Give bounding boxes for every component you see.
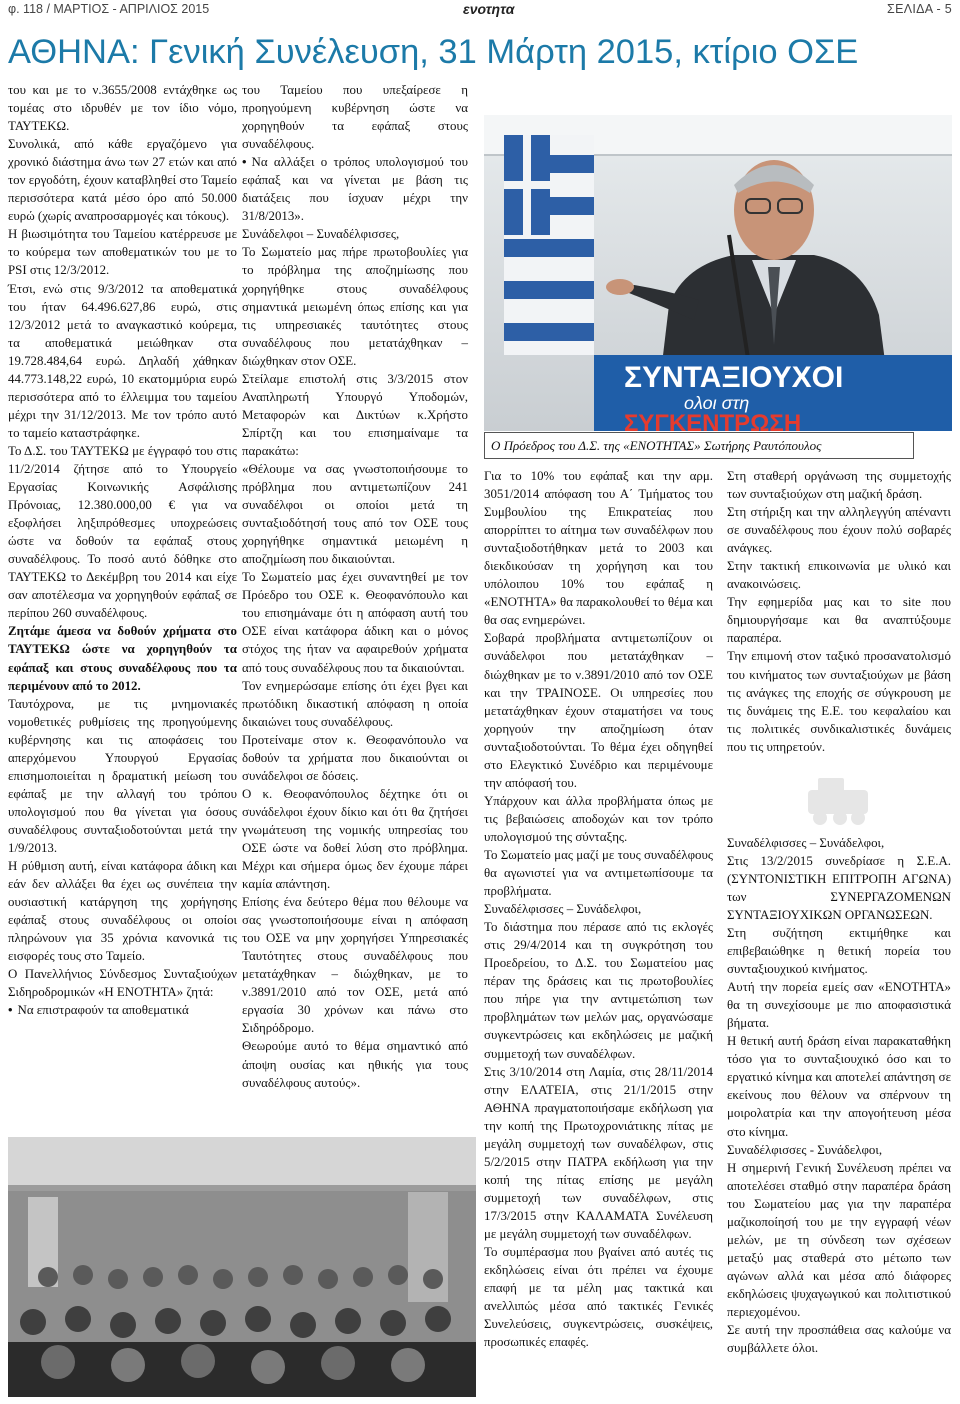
paragraph: Η βιωσιμότητα του Ταμείου κατέρρευσε με το κούρεμα των αποθεματικών του με το PSI στις 12/3/2012. bbox=[8, 227, 237, 278]
paragraph: Θεωρούμε αυτό το θέμα σημαντικό από άποψη ουσίας και ηθικής για τους συναδέλφους αυτούς». bbox=[242, 1039, 468, 1090]
text-column-3 bbox=[484, 467, 713, 1351]
paragraph: Το Σωματείο μας πήρε πρωτοβουλίες για το πρόβλημα της αποζημίωσης που χορηγήθηκε στους συναδέλφους σημαντικά μειωμένη όπως επίσης και για τις υπηρεσιακές ταυτότητες στους συναδέλφους που μετατάχθηκαν – διώχθηκαν στον ΟΣΕ. bbox=[242, 245, 468, 368]
bullet-icon: • bbox=[242, 155, 247, 170]
bullet-icon: • bbox=[8, 1003, 13, 1018]
text-column-4 bbox=[727, 467, 951, 1357]
paragraph: Έτσι, ενώ στις 9/3/2012 τα αποθεματικά του ήταν 64.496.627,86 ευρώ, στις 12/3/2012 μετά το αναγκαστικό κούρεμα, τα αποθεματικά μειώθηκαν στα 19.728.484,64 ευρώ. Δηλαδή χάθηκαν 44.773.148,22 ευρώ, 10 εκατομμύρια ευρώ περισσότερα από το έλλειμμα του ταμείου μέχρι την 31/12/2013. Με τον τρόπο αυτό το ταμείο καταστράφηκε. bbox=[8, 281, 237, 440]
article-title: ΑΘΗΝΑ: Γενική Συνέλευση, 31 Μάρτη 2015, κτίριο ΟΣΕ bbox=[8, 33, 859, 71]
paragraph: Συναδέλφισσες – Συνάδελφοι, bbox=[484, 902, 642, 917]
paragraph: Σε αυτή την προσπάθεια σας καλούμε να συμβάλλετε όλοι. bbox=[727, 1323, 951, 1356]
section-gap bbox=[727, 756, 951, 772]
text-column-2 bbox=[242, 81, 468, 1092]
issue-info: φ. 118 / ΜΑΡΤΙΟΣ - ΑΠΡΙΛΙΟΣ 2015 bbox=[8, 2, 210, 16]
banner-text-2: ολοι στη bbox=[684, 393, 750, 413]
paragraph: «Θέλουμε να σας γνωστοποιήσουμε το πρόβλημα που αντιμετωπίζουν 241 συναδέλφοι οι οποίοι μετά τη συνταξιοδότησή τους από τον ΟΣΕ τους χορηγήθηκε σημαντικά μειωμένη η αποζημίωση που δικαιούνται. bbox=[242, 461, 468, 567]
paragraph: Συναδέλφισσες – Συνάδελφοι, bbox=[727, 835, 885, 850]
paragraph: Για το 10% του εφάπαξ και την αρμ. 3051/2014 απόφαση του Α΄ Τμήματος του Συμβουλίου της Επικρατείας που απορρίπτει το αίτημα των συναδέλφων που συνταξιοδοτήθηκαν μετά το 2003 και διεκδικούσαν τη χορήγηση και του υπόλοιπου 10% του εφάπαξ η «ΕΝΟΤΗΤΑ» θα παρακολουθεί το θέμα και θα σας ενημερώνει. bbox=[484, 469, 713, 628]
paragraph: Η θετική αυτή δράση είναι παρακαταθήκη τόσο για το συνταξιουχικό όσο και το εργατικό κίνημα και αποτελεί απάντηση σε εκείνους που θέλουν να σπέρνουν τη μοιρολατρία και την απογοήτευση μέσα στο κίνημα. bbox=[727, 1034, 951, 1139]
paragraph: Συναδέλφισσες - Συνάδελφοι, bbox=[727, 1142, 883, 1157]
paragraph: Στις 13/2/2015 συνεδρίασε η Σ.Ε.Α. (ΣΥΝΤΟΝΙΣΤΙΚΗ ΕΠΙΤΡΟΠΗ ΑΓΩΝΑ) των ΣΥΝΕΡΓΑΖΟΜΕΝΩΝ ΣΥΝΤΑΞΙΟΥΧΙΚΩΝ ΟΡΓΑΝΩΣΕΩΝ. bbox=[727, 853, 951, 922]
paragraph: Ο Πανελλήνιος Σύνδεσμος Συνταξιούχων Σιδηροδρομικών «Η ΕΝΟΤΗΤΑ» ζητά: bbox=[8, 967, 237, 1000]
paragraph: Την επιμονή στον ταξικό προσανατολισμό του κινήματος των συνταξιούχων με βάση τις ανάγκες της εποχής σε σύγκρουση με τις δυνάμεις της Ε.Ε. του κεφαλαίου και τις πολιτικές συνδικαλιστικές δυνάμεις που τις υπηρετούν. bbox=[727, 649, 951, 754]
paragraph: Στη σταθερή οργάνωση της συμμετοχής των συνταξιούχων στη μαζική δράση. bbox=[727, 469, 951, 502]
paragraph: Το Σωματείο μας έχει συναντηθεί με τον Πρόεδρο του ΟΣΕ κ. Θεοφανόπουλο και του επισημάναμε ότι η απόφαση αυτή του ΟΣΕ είναι κατάφορα άδικη και ο μόνος στόχος της ήταν να αφαιρεθούν χρήματα από τους συναδέλφους που τα δικαιούνται. bbox=[242, 570, 468, 675]
bullet-text: Να επιστραφούν τα αποθεματικά bbox=[17, 1003, 189, 1018]
text-column-1 bbox=[8, 81, 237, 1019]
banner-text-3: ΣΥΓΚΕΝΤΡΩΣΗ bbox=[624, 410, 802, 431]
page-number: ΣΕΛΙΔΑ - 5 bbox=[887, 2, 952, 16]
photo-caption: Ο Πρόεδρος του Δ.Σ. της «ΕΝΟΤΗΤΑΣ» Σωτήρης Ραυτόπουλος bbox=[484, 432, 914, 459]
train-watermark-icon bbox=[804, 770, 874, 830]
paragraph: Υπάρχουν και άλλα προβλήματα όπως με τις βεβαιώσεις αποδοχών και τον τρόπο υπολογισμού της σύνταξης. bbox=[484, 793, 713, 844]
paragraph: Η ρύθμιση αυτή, είναι κατάφορα άδικη και εάν δεν αλλάξει θα έχει ως συνέπεια την ουσιαστική κατάργηση της χορήγησης εφάπαξ στους συναδέλφους οι οποίοι πληρώνουν για 35 χρόνια κανονικά τις εισφορές τους στο Ταμείο. bbox=[8, 859, 237, 964]
paragraph: Η σημερινή Γενική Συνέλευση πρέπει να αποτελέσει σταθμό στην παραπέρα δράση του Σωματείου μας για την παραπέρα μαζικοποίησή του με την εγγραφή νέων μελών, με τη σύνδεση των σχέσεων μεταξύ μας σταθερά στο μέτωπο των αγώνων αλλά και μέσα από διάφορες εκδηλώσεις ψυχαγωγικού και πολιτιστικού περιεχομένου. bbox=[727, 1160, 951, 1319]
paragraph: Την εφημερίδα μας και το site που δημιουργήσαμε και θα αναπτύξουμε παραπέρα. bbox=[727, 595, 951, 646]
paragraph: Το διάστημα που πέρασε από τις εκλογές στις 29/4/2014 και τη συγκρότηση του Προεδρείου, το Δ.Σ. του Σωματείου μας πέραν της δράσεις και τις πρωτοβουλίες που πήρε για την αντιμετώπιση των προβλημάτων των μελών μας, οργανώσαμε συγκεντρώσεις και εκδηλώσεις με μαζική συμμετοχή των συναδέλφων. bbox=[484, 920, 713, 1061]
paragraph: Προτείναμε στον κ. Θεοφανόπουλο να δοθούν τα χρήματα που δικαιούνται οι συνάδελφοι σε δόσεις. bbox=[242, 732, 468, 783]
paragraph: του Ταμείου που υπεξαίρεσε η προηγούμενη κυβέρνηση ώστε να χορηγηθούν τα εφάπαξ στους συναδέλφους. bbox=[242, 83, 468, 152]
paragraph: Ο κ. Θεοφανόπουλος δέχτηκε ότι οι συνάδελφοι έχουν δίκιο και ότι θα ζητήσει γνωμάτευση της νομικής υπηρεσίας του ΟΣΕ ώστε να δοθεί λύση στο πρόβλημα. Μέχρι και σήμερα όμως δεν έχουμε πάρει καμία απάντηση. bbox=[242, 786, 468, 892]
paragraph: Αυτή την πορεία εμείς σαν «ΕΝΟΤΗΤΑ» θα τη συνεχίσουμε με πιο αποφασιστικά βήματα. bbox=[727, 980, 951, 1031]
audience-photo bbox=[8, 1137, 476, 1397]
paragraph: Συνολικά, από κάθε εργαζόμενο για χρονικό διάστημα άνω των 27 ετών και από τον εργοδότη, έχουν καταβληθεί στο Ταμείο περισσότερα κατά μέσο όρο από 50.000 ευρώ (χωρίς αναπροσαρμογές και τόκους). bbox=[8, 137, 237, 224]
paragraph: Τον ενημερώσαμε επίσης ότι έχει βγει και πρωτόδικη δικαστική απόφαση η οποία δικαιώνει τους συναδέλφους. bbox=[242, 678, 468, 729]
paragraph: Ταυτόχρονα, με τις μνημονιακές νομοθετικές ρυθμίσεις της προηγούμενης κυβέρνησης και τις αποφάσεις του απερχόμενου Υπουργού Εργασίας επισημοποιείται η δραματική μείωση του εφάπαξ με την αλλαγή του τρόπου υπολογισμού που θα γίνεται για όσους συναδέλφους συνταξιοδοτούνται μετά την 1/9/2013. bbox=[8, 696, 237, 855]
page-header bbox=[8, 0, 952, 20]
paragraph: Επίσης ένα δεύτερο θέμα που θέλουμε να σας γνωστοποιήσουμε είναι η απόφαση του ΟΣΕ να μην χορηγήσει Υπηρεσιακές Ταυτότητες στους συναδέλφους που μετατάχθηκαν – διώχθηκαν, με το ν.3891/2010 από τον ΟΣΕ, μετά από εργασία 30 χρόνων και πάνω στο Σιδηρόδρομο. bbox=[242, 895, 468, 1036]
paragraph: Συνάδελφοι – Συναδέλφισσες, bbox=[242, 227, 400, 242]
banner-text-1: ΣΥΝΤΑΞΙΟΥΧΟΙ bbox=[624, 361, 844, 394]
paragraph: Το συμπέρασμα που βγαίνει από αυτές τις εκδηλώσεις είναι ότι πρέπει να έχουμε επαφή με τα μέλη μας τακτικά και ανελλιπώς μέσα από τακτικές Γενικές Συνελεύσεις, συγκεντρώσεις, συσκέψεις, προσωπικές επαφές. bbox=[484, 1245, 713, 1350]
paragraph: Στην τακτική επικοινωνία με υλικό και ανακοινώσεις. bbox=[727, 559, 951, 592]
paragraph: Το Δ.Σ. του ΤΑΥΤΕΚΩ με έγγραφό του στις 11/2/2014 ζήτησε από το Υπουργείο Εργασίας Κοινωνικής Ασφάλισης Πρόνοιας, 12.380.000,00 € για να εξοφλήσει ληξιπρόθεσμες υποχρεώσεις ώστε να δοθούν τα εφάπαξ στους συναδέλφους. Το ποσό αυτό δόθηκε στο ΤΑΥΤΕΚΩ το Δεκέμβρη του 2014 και είχε σαν αποτέλεσμα να χορηγηθούν εφάπαξ σε περίπου 260 συναδέλφους. bbox=[8, 443, 237, 621]
paragraph: Στείλαμε επιστολή στις 3/3/2015 στον Αναπληρωτή Υπουργό Υποδομών, Μεταφορών και Δικτύων κ.Χρήστο Σπίρτζη και του επισημαίναμε τα παρακάτω: bbox=[242, 371, 468, 458]
paragraph: Στη συζήτηση εκτιμήθηκε και επιβεβαιώθηκε η θετική πορεία του συνταξιουχικού κινήματος. bbox=[727, 925, 951, 977]
bold-demand: Ζητάμε άμεσα να δοθούν χρήματα στο ΤΑΥΤΕΚΩ ώστε να χορηγηθούν τα εφάπαξ και στους συναδέλφους που τα περιμένουν από το 2012. bbox=[8, 624, 237, 693]
speaker-photo bbox=[484, 115, 952, 431]
paragraph: Σοβαρά προβλήματα αντιμετωπίζουν οι συνάδελφοι που μετατάχθηκαν – διώχθηκαν με το ν.3891/2010 από τον ΟΣΕ και την ΤΡΑΙΝΟΣΕ. Οι υπηρεσίες που μετατάχθηκαν έχουν σταματήσει να τους χορηγούν την αποζημίωση όταν συνταξιοδοτούνται. Το θέμα έχει οδηγηθεί στο Ελεγκτικό Συνέδριο και περιμένουμε την απόφασή του. bbox=[484, 631, 713, 790]
paragraph: του και με το ν.3655/2008 εντάχθηκε ως τομέας στο ιδρυθέν με τον ίδιο νόμο, ΤΑΥΤΕΚΩ. bbox=[8, 83, 237, 134]
paragraph: Στη στήριξη και την αλληλεγγύη απέναντι σε συναδέλφους που έχουν πολύ σοβαρές ανάγκες. bbox=[727, 505, 951, 556]
bullet-item bbox=[242, 153, 468, 225]
bullet-item bbox=[8, 1001, 237, 1019]
bullet-text: Να αλλάξει ο τρόπος υπολογισμού του εφάπαξ και να γίνεται με βάση τις διατάξεις που ίσχυαν μέχρι την 31/8/2013». bbox=[242, 155, 468, 224]
paragraph: Το Σωματείο μας μαζί με τους συναδέλφους θα αγωνιστεί για να αντιμετωπίσουμε τα προβλήματα. bbox=[484, 847, 713, 899]
paragraph: Στις 3/10/2014 στη Λαμία, στις 28/11/2014 στην ΕΛΑΤΕΙΑ, στις 21/1/2015 στην ΑΘΗΝΑ πραγματοποιήσαμε εκδήλωση για την κοπή της Πρωτοχρονιάτικης πίτας με μεγάλη συμμετοχή των συναδέλφων, στις 5/2/2015 στην ΠΑΤΡΑ εκδήλωση για την κοπή της πίτας επίσης με μεγάλη συμμετοχή των συναδέλφων, στις 17/3/2015 στην ΚΑΛΑΜΑΤΑ Συνέλευση με μεγάλη συμμετοχή των συναδέλφων. bbox=[484, 1064, 713, 1241]
newspaper-brand: ενοτητα bbox=[463, 1, 515, 17]
